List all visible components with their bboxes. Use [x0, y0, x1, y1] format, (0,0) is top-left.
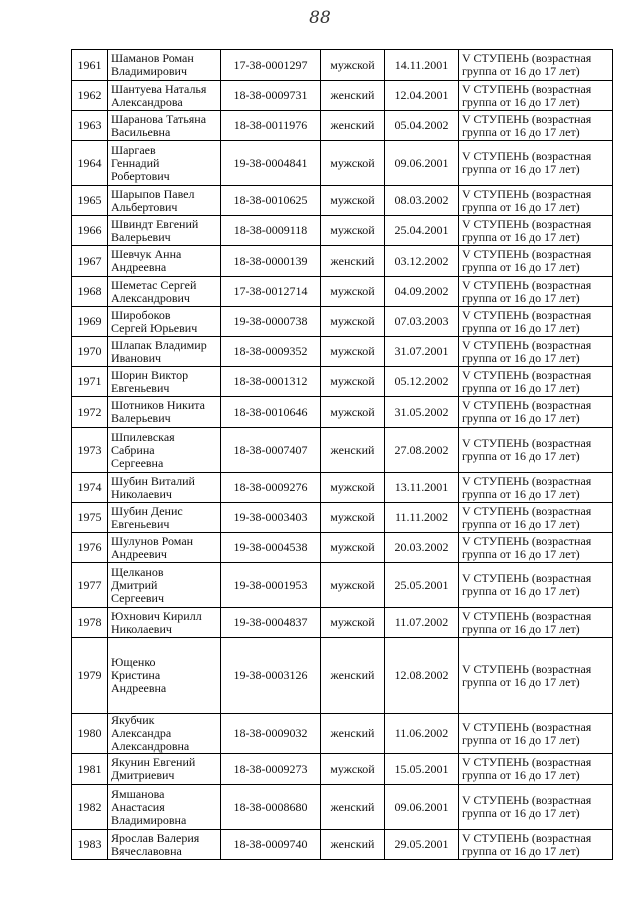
participant-sex: женский — [321, 111, 385, 141]
level-group — [459, 638, 613, 714]
table-row — [72, 754, 613, 785]
table-row — [72, 367, 613, 397]
level-group-line: группа от 16 до 17 лет) — [462, 449, 580, 463]
participant-name — [108, 111, 221, 141]
table-row — [72, 608, 613, 638]
row-number: 1980 — [72, 714, 108, 754]
level-group-line: группа от 16 до 17 лет) — [462, 486, 580, 501]
level-group-line: V СТУПЕНЬ (возрастная — [462, 337, 592, 352]
level-group-line: группа от 16 до 17 лет) — [462, 768, 580, 782]
participant-name — [108, 141, 221, 186]
level-group-line: V СТУПЕНЬ (возрастная — [462, 719, 592, 734]
birth-date: 07.03.2003 — [385, 307, 459, 337]
row-number: 1975 — [72, 503, 108, 533]
table-row — [72, 428, 613, 473]
participant-name-line: Васильевна — [111, 124, 171, 139]
level-group-line: V СТУПЕНЬ (возрастная — [462, 186, 592, 201]
level-group-line: V СТУПЕНЬ (возрастная — [462, 216, 592, 231]
row-number: 1964 — [72, 141, 108, 186]
row-number: 1983 — [72, 830, 108, 860]
participant-name — [108, 754, 221, 785]
participant-name — [108, 533, 221, 563]
table-row — [72, 50, 613, 81]
participant-name-line: Юхнович Кирилл — [111, 608, 202, 623]
row-number: 1968 — [72, 277, 108, 307]
participant-id: 18-38-0000139 — [221, 246, 321, 277]
participant-sex: женский — [321, 246, 385, 277]
participant-name-line: Ямшанова — [111, 786, 165, 801]
participant-id: 18-38-0001312 — [221, 367, 321, 397]
participant-name-line: Дмитрий — [111, 577, 158, 592]
level-group-line: V СТУПЕНЬ (возрастная — [462, 111, 592, 126]
participant-name-line: Евгеньевич — [111, 380, 170, 395]
participant-name-line: Сергеевна — [111, 455, 164, 470]
participant-id: 19-38-0003403 — [221, 503, 321, 533]
level-group-line: V СТУПЕНЬ (возрастная — [462, 247, 592, 261]
participant-sex: мужской — [321, 473, 385, 503]
row-number: 1974 — [72, 473, 108, 503]
level-group — [459, 216, 613, 246]
participant-name-line: Александра — [111, 726, 172, 740]
participant-name-line: Сабрина — [111, 442, 155, 457]
level-group-line: V СТУПЕНЬ (возрастная — [462, 661, 592, 676]
table-row — [72, 337, 613, 367]
level-group — [459, 246, 613, 277]
participant-name-line: Александрова — [111, 94, 183, 109]
participant-sex: женский — [321, 638, 385, 714]
table-row — [72, 533, 613, 563]
level-group-line: V СТУПЕНЬ (возрастная — [462, 81, 592, 96]
row-number: 1973 — [72, 428, 108, 473]
row-number: 1962 — [72, 81, 108, 111]
birth-date: 03.12.2002 — [385, 246, 459, 277]
participant-name-line: Валерьевич — [111, 411, 171, 425]
participant-sex: мужской — [321, 367, 385, 397]
participant-sex: женский — [321, 81, 385, 111]
birth-date: 08.03.2002 — [385, 186, 459, 216]
participant-sex: мужской — [321, 186, 385, 216]
row-number: 1965 — [72, 186, 108, 216]
participant-name — [108, 307, 221, 337]
participant-name-line: Александрович — [111, 290, 190, 305]
birth-date: 04.09.2002 — [385, 277, 459, 307]
participant-sex: мужской — [321, 307, 385, 337]
row-number: 1979 — [72, 638, 108, 714]
birth-date: 13.11.2001 — [385, 473, 459, 503]
table-row — [72, 307, 613, 337]
level-group — [459, 428, 613, 473]
participant-sex: мужской — [321, 608, 385, 638]
birth-date: 09.06.2001 — [385, 785, 459, 830]
level-group-line: группа от 16 до 17 лет) — [462, 64, 580, 78]
birth-date: 12.08.2002 — [385, 638, 459, 714]
participant-name-line: Шантуева Наталья — [111, 81, 207, 96]
level-group-line: группа от 16 до 17 лет) — [462, 411, 580, 425]
table-row — [72, 714, 613, 754]
level-group — [459, 563, 613, 608]
participant-name — [108, 246, 221, 277]
participant-sex: мужской — [321, 141, 385, 186]
row-number: 1976 — [72, 533, 108, 563]
birth-date: 11.07.2002 — [385, 608, 459, 638]
level-group-line: группа от 16 до 17 лет) — [462, 806, 580, 820]
level-group — [459, 785, 613, 830]
participant-id: 18-38-0010625 — [221, 186, 321, 216]
table-row — [72, 141, 613, 186]
participant-name-line: Шотников Никита — [111, 398, 205, 412]
birth-date: 25.04.2001 — [385, 216, 459, 246]
participant-name-line: Шлапак Владимир — [111, 337, 207, 352]
participant-sex: женский — [321, 714, 385, 754]
page-number: 88 — [309, 8, 331, 28]
level-group — [459, 714, 613, 754]
row-number: 1969 — [72, 307, 108, 337]
level-group-line: V СТУПЕНЬ (возрастная — [462, 533, 592, 548]
birth-date: 12.04.2001 — [385, 81, 459, 111]
level-group-line: группа от 16 до 17 лет) — [462, 843, 580, 858]
level-group — [459, 307, 613, 337]
row-number: 1970 — [72, 337, 108, 367]
birth-date: 29.05.2001 — [385, 830, 459, 860]
participant-name — [108, 397, 221, 428]
participant-name — [108, 503, 221, 533]
participant-sex: мужской — [321, 397, 385, 428]
level-group-line: группа от 16 до 17 лет) — [462, 674, 580, 689]
level-group-line: V СТУПЕНЬ (возрастная — [462, 398, 592, 412]
level-group-line: группа от 16 до 17 лет) — [462, 162, 580, 176]
birth-date: 25.05.2001 — [385, 563, 459, 608]
participant-name — [108, 186, 221, 216]
level-group-line: группа от 16 до 17 лет) — [462, 199, 580, 214]
participant-name — [108, 428, 221, 473]
participant-name-line: Шубин Денис — [111, 503, 183, 518]
participant-id: 18-38-0009276 — [221, 473, 321, 503]
participant-sex: мужской — [321, 533, 385, 563]
level-group — [459, 608, 613, 638]
participant-name-line: Иванович — [111, 350, 162, 365]
participant-id: 18-38-0009731 — [221, 81, 321, 111]
birth-date: 20.03.2002 — [385, 533, 459, 563]
participant-id: 17-38-0001297 — [221, 50, 321, 81]
table-row — [72, 563, 613, 608]
participant-id: 18-38-0009352 — [221, 337, 321, 367]
participant-id: 18-38-0009118 — [221, 216, 321, 246]
level-group-line: группа от 16 до 17 лет) — [462, 516, 580, 531]
participant-id: 18-38-0009273 — [221, 754, 321, 785]
participant-id: 19-38-0001953 — [221, 563, 321, 608]
birth-date: 31.05.2002 — [385, 397, 459, 428]
level-group-line: группа от 16 до 17 лет) — [462, 320, 580, 335]
participant-name-line: Дмитриевич — [111, 768, 175, 782]
row-number: 1981 — [72, 754, 108, 785]
level-group-line: группа от 16 до 17 лет) — [462, 546, 580, 561]
participant-name — [108, 608, 221, 638]
level-group-line: V СТУПЕНЬ (возрастная — [462, 149, 592, 163]
participant-name-line: Сергей Юрьевич — [111, 320, 198, 335]
participant-name-line: Сергеевич — [111, 590, 165, 605]
participant-name-line: Шеметас Сергей — [111, 277, 197, 292]
level-group-line: группа от 16 до 17 лет) — [462, 380, 580, 395]
table-row — [72, 830, 613, 860]
participant-sex: мужской — [321, 337, 385, 367]
table-row — [72, 638, 613, 714]
birth-date: 31.07.2001 — [385, 337, 459, 367]
level-group-line: группа от 16 до 17 лет) — [462, 229, 580, 244]
participant-name-line: Ющенко — [111, 655, 156, 669]
participant-sex: мужской — [321, 216, 385, 246]
participant-name-line: Андреевна — [111, 681, 167, 695]
participant-name-line: Шаргаев — [111, 142, 156, 157]
participant-name — [108, 50, 221, 81]
participant-name-line: Робертович — [111, 168, 170, 183]
table-row — [72, 111, 613, 141]
participant-id: 19-38-0000738 — [221, 307, 321, 337]
level-group — [459, 503, 613, 533]
level-group — [459, 473, 613, 503]
participant-sex: мужской — [321, 563, 385, 608]
participant-name-line: Шевчук Анна — [111, 247, 182, 261]
row-number: 1982 — [72, 785, 108, 830]
participant-sex: женский — [321, 830, 385, 860]
level-group — [459, 111, 613, 141]
participant-name — [108, 830, 221, 860]
participant-name-line: Шаранова Татьяна — [111, 111, 207, 126]
participant-name-line: Щелканов — [111, 564, 164, 579]
participant-sex: мужской — [321, 754, 385, 785]
level-group — [459, 533, 613, 563]
level-group — [459, 277, 613, 307]
participant-name-line: Андреевна — [111, 260, 167, 274]
participant-name-line: Андреевич — [111, 546, 167, 561]
table-row — [72, 246, 613, 277]
level-group-line: V СТУПЕНЬ (возрастная — [462, 436, 592, 450]
participant-sex: мужской — [321, 503, 385, 533]
participant-id: 19-38-0004538 — [221, 533, 321, 563]
level-group-line: V СТУПЕНЬ (возрастная — [462, 755, 592, 769]
participant-name-line: Якунин Евгений — [111, 755, 196, 769]
participant-name-line: Александровна — [111, 739, 190, 753]
level-group — [459, 367, 613, 397]
level-group — [459, 337, 613, 367]
participant-name — [108, 367, 221, 397]
row-number: 1978 — [72, 608, 108, 638]
row-number: 1977 — [72, 563, 108, 608]
level-group — [459, 186, 613, 216]
birth-date: 09.06.2001 — [385, 141, 459, 186]
birth-date: 11.06.2002 — [385, 714, 459, 754]
level-group-line: V СТУПЕНЬ (возрастная — [462, 793, 592, 807]
participant-name — [108, 337, 221, 367]
participant-name-line: Кристина — [111, 668, 161, 682]
participant-name — [108, 638, 221, 714]
participant-name-line: Геннадий — [111, 155, 160, 170]
birth-date: 14.11.2001 — [385, 50, 459, 81]
level-group-line: V СТУПЕНЬ (возрастная — [462, 571, 592, 585]
participant-name — [108, 785, 221, 830]
participant-id: 19-38-0003126 — [221, 638, 321, 714]
level-group-line: группа от 16 до 17 лет) — [462, 260, 580, 274]
participant-name — [108, 714, 221, 754]
participant-name-line: Валерьевич — [111, 229, 171, 244]
participant-id: 18-38-0010646 — [221, 397, 321, 428]
participant-name-line: Якубчик — [111, 713, 155, 727]
participant-id: 18-38-0009032 — [221, 714, 321, 754]
level-group — [459, 81, 613, 111]
level-group — [459, 754, 613, 785]
row-number: 1967 — [72, 246, 108, 277]
level-group — [459, 141, 613, 186]
participant-name-line: Николаевич — [111, 621, 172, 636]
level-group-line: V СТУПЕНЬ (возрастная — [462, 277, 592, 292]
row-number: 1961 — [72, 50, 108, 81]
participant-id: 18-38-0011976 — [221, 111, 321, 141]
participant-id: 18-38-0007407 — [221, 428, 321, 473]
row-number: 1972 — [72, 397, 108, 428]
level-group-line: группа от 16 до 17 лет) — [462, 94, 580, 109]
table-row — [72, 186, 613, 216]
level-group-line: V СТУПЕНЬ (возрастная — [462, 307, 592, 322]
row-number: 1971 — [72, 367, 108, 397]
participant-name-line: Альбертович — [111, 199, 178, 214]
participant-id: 19-38-0004837 — [221, 608, 321, 638]
row-number: 1966 — [72, 216, 108, 246]
participant-name — [108, 563, 221, 608]
level-group-line: группа от 16 до 17 лет) — [462, 621, 580, 636]
level-group-line: V СТУПЕНЬ (возрастная — [462, 830, 592, 845]
participant-name-line: Николаевич — [111, 486, 172, 501]
participant-id: 17-38-0012714 — [221, 277, 321, 307]
participant-sex: мужской — [321, 277, 385, 307]
participant-name-line: Владимировна — [111, 812, 187, 827]
row-number: 1963 — [72, 111, 108, 141]
level-group-line: группа от 16 до 17 лет) — [462, 584, 580, 598]
birth-date: 15.05.2001 — [385, 754, 459, 785]
level-group-line: группа от 16 до 17 лет) — [462, 350, 580, 365]
participant-name-line: Шарыпов Павел — [111, 186, 195, 201]
birth-date: 11.11.2002 — [385, 503, 459, 533]
participant-name-line: Владимирович — [111, 64, 187, 78]
participant-name — [108, 473, 221, 503]
participant-name — [108, 216, 221, 246]
table-row — [72, 81, 613, 111]
participant-id: 18-38-0008680 — [221, 785, 321, 830]
participant-name-line: Широбоков — [111, 307, 171, 322]
level-group-line: группа от 16 до 17 лет) — [462, 290, 580, 305]
level-group-line: группа от 16 до 17 лет) — [462, 124, 580, 139]
participant-name-line: Шулунов Роман — [111, 533, 194, 548]
participant-name-line: Анастасия — [111, 799, 165, 814]
participant-name-line: Шаманов Роман — [111, 51, 194, 65]
level-group-line: V СТУПЕНЬ (возрастная — [462, 608, 592, 623]
participant-name-line: Вячеславовна — [111, 843, 182, 858]
participant-id: 18-38-0009740 — [221, 830, 321, 860]
birth-date: 05.12.2002 — [385, 367, 459, 397]
level-group — [459, 830, 613, 860]
level-group-line: V СТУПЕНЬ (возрастная — [462, 503, 592, 518]
level-group-line: V СТУПЕНЬ (возрастная — [462, 51, 592, 65]
level-group — [459, 397, 613, 428]
table-row — [72, 785, 613, 830]
participant-sex: женский — [321, 785, 385, 830]
table-row — [72, 277, 613, 307]
level-group-line: V СТУПЕНЬ (возрастная — [462, 473, 592, 488]
participant-name-line: Шубин Виталий — [111, 473, 195, 488]
participant-sex: мужской — [321, 50, 385, 81]
participant-name-line: Шорин Виктор — [111, 367, 189, 382]
participant-name-line: Швиндт Евгений — [111, 216, 199, 231]
level-group — [459, 50, 613, 81]
participant-name — [108, 277, 221, 307]
participant-name-line: Шпилевская — [111, 429, 175, 444]
participant-id: 19-38-0004841 — [221, 141, 321, 186]
participant-sex: женский — [321, 428, 385, 473]
table-row — [72, 397, 613, 428]
participant-name — [108, 81, 221, 111]
participant-name-line: Ярослав Валерия — [111, 830, 200, 845]
table-row — [72, 503, 613, 533]
participant-name-line: Евгеньевич — [111, 516, 170, 531]
level-group-line: группа от 16 до 17 лет) — [462, 732, 580, 747]
birth-date: 27.08.2002 — [385, 428, 459, 473]
table-row — [72, 216, 613, 246]
birth-date: 05.04.2002 — [385, 111, 459, 141]
table-row — [72, 473, 613, 503]
participants-table — [71, 49, 613, 860]
level-group-line: V СТУПЕНЬ (возрастная — [462, 367, 592, 382]
